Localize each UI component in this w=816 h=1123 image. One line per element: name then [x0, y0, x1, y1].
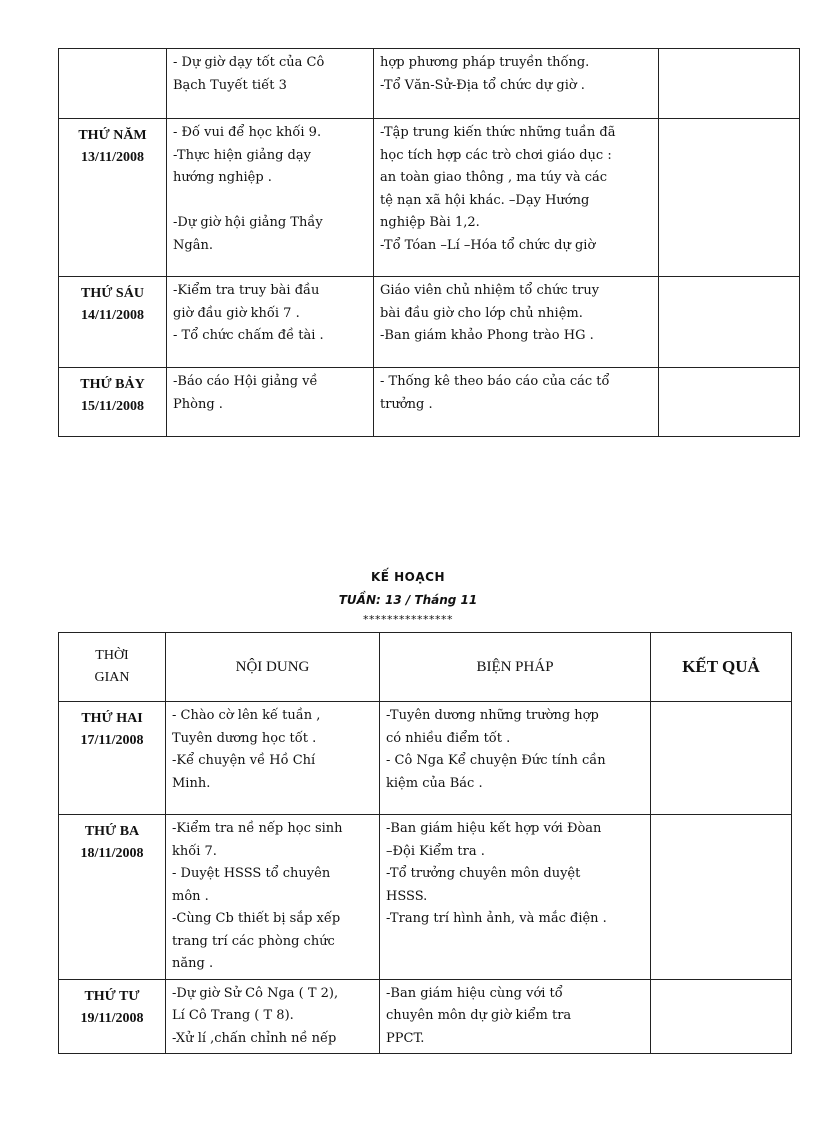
- day-cell: THỨ TƯ 19/11/2008: [59, 979, 166, 1054]
- content-cell: -Báo cáo Hội giảng về Phòng .: [167, 368, 374, 437]
- method-cell: hợp phương pháp truyền thống. -Tổ Văn-Sử-Địa tổ chức dự giờ .: [374, 49, 659, 119]
- table-header-row: [59, 633, 792, 702]
- day-cell: [59, 49, 167, 119]
- result-cell: [659, 277, 800, 368]
- table-row: [59, 277, 800, 368]
- table-row: [59, 815, 792, 980]
- day-cell: THỨ SÁU 14/11/2008: [59, 277, 167, 368]
- day-cell: THỨ HAI 17/11/2008: [59, 702, 166, 815]
- method-cell: -Tập trung kiến thức những tuần đã học tích hợp các trò chơi giáo dục : an toàn giao thông , ma túy và các tệ nạn xã hội khác. –Dạy Hướng nghiệp Bài 1,2. -Tổ Tóan –Lí –Hóa tổ chức dự giờ: [374, 119, 659, 277]
- table-row: [59, 49, 800, 119]
- header-content: NỘI DUNG: [166, 633, 380, 702]
- schedule-table-continued: [58, 48, 800, 437]
- header-result: KẾT QUẢ: [651, 633, 792, 702]
- method-cell: - Thống kê theo báo cáo của các tổ trưởng .: [374, 368, 659, 437]
- result-cell: [651, 979, 792, 1054]
- result-cell: [651, 702, 792, 815]
- day-cell: THỨ NĂM 13/11/2008: [59, 119, 167, 277]
- method-cell: -Ban giám hiệu cùng với tổ chuyên môn dự giờ kiểm tra PPCT.: [380, 979, 651, 1054]
- method-cell: -Tuyên dương những trường hợp có nhiều điểm tốt . - Cô Nga Kể chuyện Đức tính cần kiệm của Bác .: [380, 702, 651, 815]
- result-cell: [651, 815, 792, 980]
- result-cell: [659, 368, 800, 437]
- table-row: [59, 119, 800, 277]
- plan-title: KẾ HOẠCH: [370, 570, 446, 584]
- result-cell: [659, 49, 800, 119]
- table-row: [59, 979, 792, 1054]
- content-cell: -Kiểm tra truy bài đầu giờ đầu giờ khối 7 . - Tổ chức chấm đề tài .: [167, 277, 374, 368]
- header-method: BIỆN PHÁP: [380, 633, 651, 702]
- day-cell: THỨ BA 18/11/2008: [59, 815, 166, 980]
- content-cell: -Dự giờ Sử Cô Nga ( T 2), Lí Cô Trang ( T 8). -Xử lí ,chấn chỉnh nề nếp: [166, 979, 380, 1054]
- day-cell: THỨ BẢY 15/11/2008: [59, 368, 167, 437]
- method-cell: -Ban giám hiệu kết hợp với Đòan –Đội Kiểm tra . -Tổ trưởng chuyên môn duyệt HSSS. -Trang trí hình ảnh, và mắc điện .: [380, 815, 651, 980]
- result-cell: [659, 119, 800, 277]
- content-cell: - Đố vui để học khối 9. -Thực hiện giảng dạy hướng nghiệp . -Dự giờ hội giảng Thầy Ngân.: [167, 119, 374, 277]
- content-cell: -Kiểm tra nề nếp học sinh khối 7. - Duyệt HSSS tổ chuyên môn . -Cùng Cb thiết bị sắp xếp trang trí các phòng chức năng .: [166, 815, 380, 980]
- content-cell: - Chào cờ lên kế tuần , Tuyên dương học tốt . -Kể chuyện về Hồ Chí Minh.: [166, 702, 380, 815]
- plan-week: TUẦN: 13 / Tháng 11: [338, 593, 478, 607]
- table-row: [59, 702, 792, 815]
- table-row: [59, 368, 800, 437]
- content-cell: - Dự giờ dạy tốt của Cô Bạch Tuyết tiết 3: [167, 49, 374, 119]
- stars-divider: ***************: [363, 613, 453, 626]
- header-time: THỜI GIAN: [59, 633, 166, 702]
- schedule-table: [58, 632, 792, 1054]
- method-cell: Giáo viên chủ nhiệm tổ chức truy bài đầu giờ cho lớp chủ nhiệm. -Ban giám khảo Phong trào HG .: [374, 277, 659, 368]
